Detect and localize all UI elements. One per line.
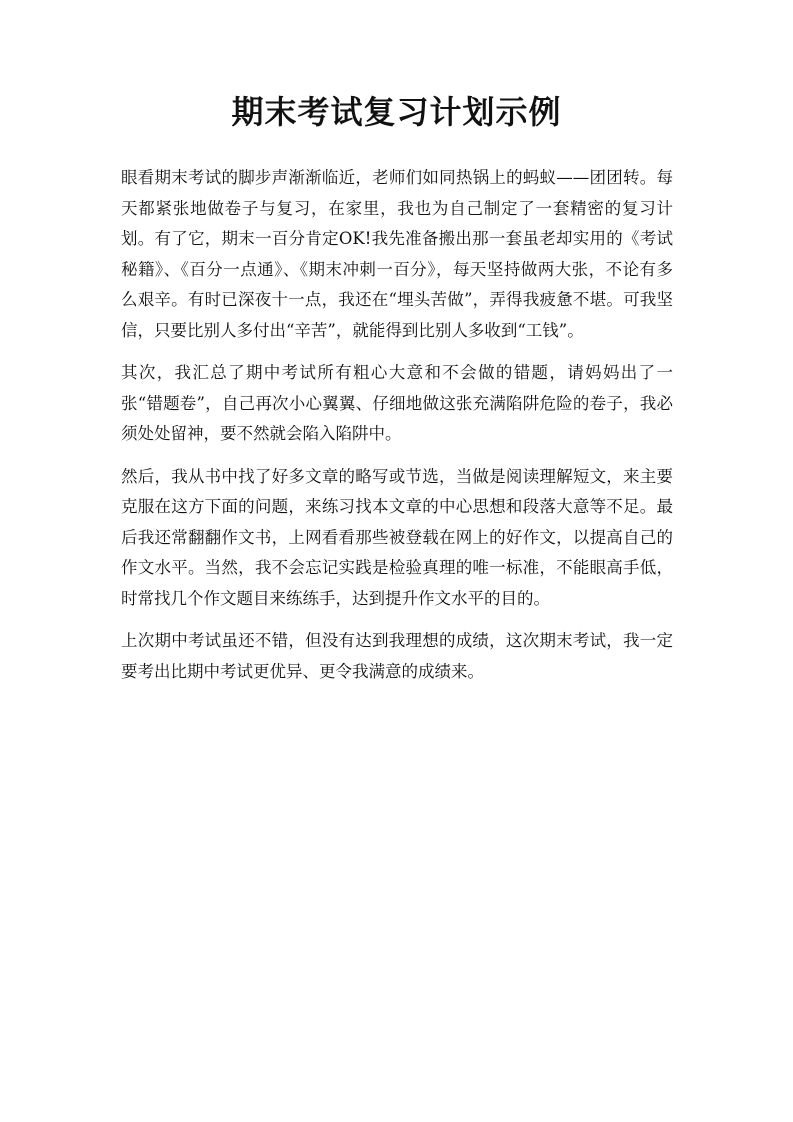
paragraph-4: 上次期中考试虽还不错，但没有达到我理想的成绩，这次期末考试，我一定要考出比期中考试更优异、更令我满意的成绩来。 <box>121 631 673 681</box>
paragraph-3: 然后，我从书中找了好多文章的略写或节选，当做是阅读理解短文，来主要克服在这方下面的问题，来练习找本文章的中心思想和段落大意等不足。最后我还常翻翻作文书，上网看看那些被登载在网上的好作文，以提高自己的作文水平。当然，我不会忘记实践是检验真理的唯一标准，不能眼高手低，时常找几个作文题目来练练手，达到提升作文水平的目的。 <box>121 466 673 608</box>
document-body <box>121 163 673 699</box>
paragraph-2: 其次，我汇总了期中考试所有粗心大意和不会做的错题，请妈妈出了一张“错题卷”，自己再次小心翼翼、仔细地做这张充满陷阱危险的卷子，我必须处处留神，要不然就会陷入陷阱中。 <box>121 363 673 443</box>
paragraph-1: 眼看期末考试的脚步声渐渐临近，老师们如同热锅上的蚂蚁——团团转。每天都紧张地做卷子与复习，在家里，我也为自己制定了一套精密的复习计划。有了它，期末一百分肯定OK!我先准备搬出那一套虽老却实用的《考试秘籍》、《百分一点通》、《期末冲刺一百分》，每天坚持做两大张，不论有多么艰辛。有时已深夜十一点，我还在“埋头苦做”，弄得我疲惫不堪。可我坚信，只要比别人多付出“辛苦”，就能得到比别人多收到“工钱”。 <box>121 168 673 340</box>
document-title: 期末考试复习计划示例 <box>231 93 562 131</box>
